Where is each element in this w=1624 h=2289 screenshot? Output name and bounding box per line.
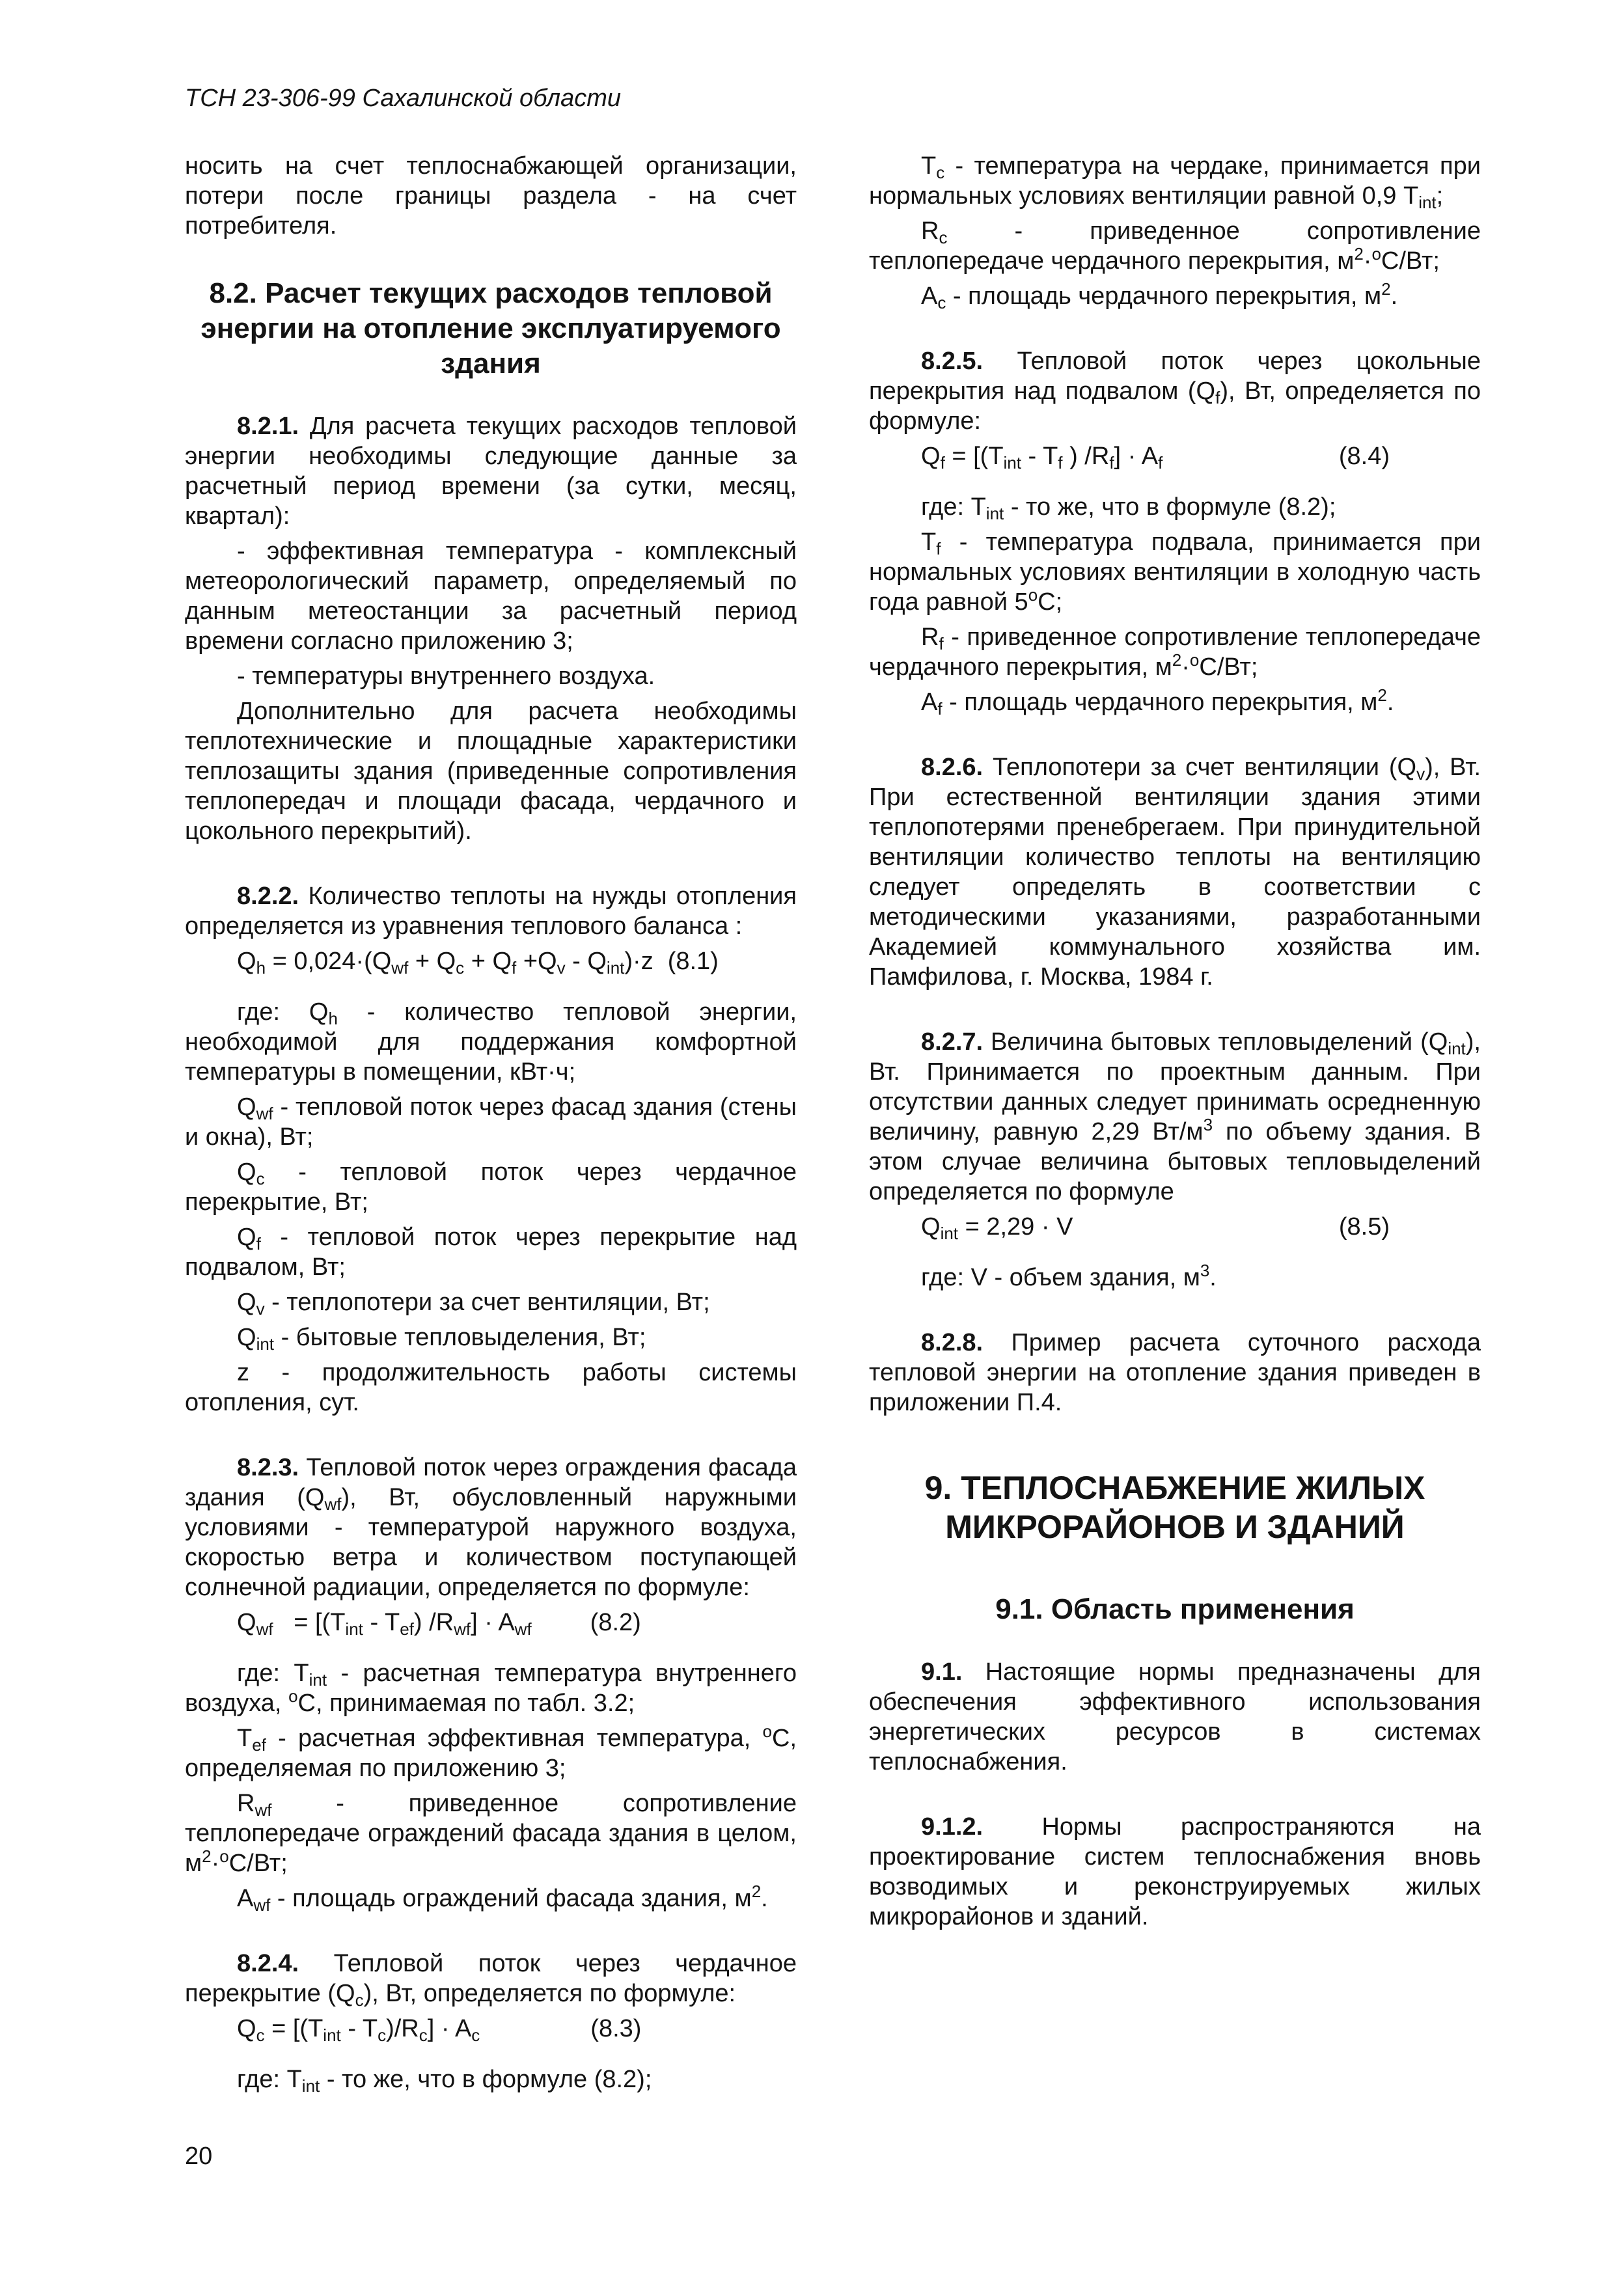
paragraph-8-2-1: 8.2.1. Для расчета текущих расходов тепловой энергии необходимы следующие данные за расчетный период времени (за сутки, месяц, квартал): xyxy=(185,413,797,530)
paragraph-8-2-7: 8.2.7. Величина бытовых тепловыделений $(Q_{int})$, Вт. Принимается по проектным данным. При отсутствии данных следует принимать осредненную величину, равную 2,29 $Вт/м^3$ по объему здания. В этом случае величина бытовых тепловыделений определяется по формуле xyxy=(869,1028,1481,1205)
formula-number: (8.1) xyxy=(667,948,719,975)
left-column xyxy=(185,151,797,2100)
definition-qc: $Q_c$ - тепловой поток через чердачное перекрытие, Вт; xyxy=(185,1158,797,1216)
paragraph-8-2-3: 8.2.3. Тепловой поток через ограждения фасада здания $(Q_{wf})$, Вт, обусловленный наружными условиями - температурой наружного воздуха, скоростью ветра и количеством поступающей солнечной радиации, определяется по формуле: xyxy=(185,1454,797,1601)
running-title: ТСН 23-306-99 Сахалинской области xyxy=(185,85,622,112)
paragraph-8-2-2: 8.2.2. Количество теплоты на нужды отопления определяется из уравнения теплового баланса : xyxy=(185,883,797,940)
formula-8-5: $Q_{int} = 2,29 \cdot V$ (8.5) xyxy=(869,1212,1481,1242)
definition-tf: $T_f$ - температура подвала, принимается при нормальных условиях вентиляции в холодную часть года равной 5$^o$C; xyxy=(869,528,1481,616)
definition-qwf: $Q_{wf}$ - тепловой поток через фасад здания (стены и окна), Вт; xyxy=(185,1093,797,1151)
formula-8-1: $Q_h = 0,024\cdot(Q_{wf} + Q_c + Q_f +Q_v - Q_{int})\cdot z$ (8.1) xyxy=(237,948,719,978)
paragraph: носить на счет теплоснабжающей организации, потери после границы раздела - на счет потребителя. xyxy=(185,152,797,240)
formula-8-2: $Q_{wf} = [(T_{int} - T_{ef}) /R_{wf}] \cdot A_{wf}$ (8.2) xyxy=(237,1609,641,1639)
chapter-heading-9: 9. ТЕПЛОСНАБЖЕНИЕ ЖИЛЫХ МИКРОРАЙОНОВ И ЗДАНИЙ xyxy=(924,1470,1425,1545)
paragraph-9-1: 9.1. Настоящие нормы предназначены для обеспечения эффективного использования энергетических ресурсов в системах теплоснабжения. xyxy=(869,1658,1481,1775)
paragraph-9-1-2: 9.1.2. Нормы распространяются на проектирование систем теплоснабжения вновь возводимых и реконструируемых жилых микрорайонов и зданий. xyxy=(869,1813,1481,1930)
definition-rwf: $R_{wf}$ - приведенное сопротивление теплопередаче ограждений фасада здания в целом, $м^2\cdot^oC/Вт$; xyxy=(185,1790,797,1877)
definition-tint-2: где: $T_{int}$ - то же, что в формуле (8.2); xyxy=(237,2066,652,2096)
definition-awf: $A_{wf}$ - площадь ограждений фасада здания, $м^2$. xyxy=(237,1882,768,1915)
formula-8-4: $Q_f = [(T_{int} - T_f$ ) $/R_f] \cdot A_f$ (8.4) xyxy=(869,441,1481,471)
definition-tc: $T_c$ - температура на чердаке, принимается при нормальных условиях вентиляции равной 0,9 $T_{int}$; xyxy=(869,152,1481,212)
page-number: 20 xyxy=(185,2143,213,2170)
formula-number: (8.2) xyxy=(590,1609,641,1636)
definition-rc: $R_c$ - приведенное сопротивление теплопередаче чердачного перекрытия, $м^2\cdot^oC/Вт$; xyxy=(869,217,1481,275)
formula-number: (8.4) xyxy=(1338,443,1390,470)
paragraph-8-2-4: 8.2.4. Тепловой поток через чердачное перекрытие $(Q_c)$, Вт, определяется по формуле: xyxy=(185,1950,797,2010)
definition-af: $A_f$ - площадь чердачного перекрытия, $м^2$. xyxy=(921,685,1394,719)
formula-number: (8.3) xyxy=(590,2015,642,2042)
paragraph-8-2-5: 8.2.5. Тепловой поток через цокольные перекрытия над подвалом $(Q_f)$, Вт, определяется по формуле: xyxy=(869,348,1481,435)
list-item: - эффективная температура - комплексный метеорологический параметр, определяемый по данным метеостанции за расчетный период времени согласно приложению 3; xyxy=(185,538,797,655)
paragraph-8-2-6: 8.2.6. Теплопотери за счет вентиляции $(Q_v)$, Вт. При естественной вентиляции здания этими теплопотерями пренебрегаем. При принудительной вентиляции количество теплоты на вентиляцию следует определять в соответствии с методическими указаниями, разработанными Академией коммунального хозяйства им. Памфилова, г. Москва, 1984 г. xyxy=(869,754,1481,991)
definition-tint: где: $T_{int}$ - расчетная температура внутреннего воздуха, $^o$C, принимаемая по табл. 3.2; xyxy=(185,1660,797,1717)
definition-tef: $T_{ef}$ - расчетная эффективная температура, $^o$C, определяемая по приложению 3; xyxy=(185,1721,797,1782)
formula-number: (8.5) xyxy=(1338,1213,1390,1240)
section-heading-9-1: 9.1. Область применения xyxy=(995,1593,1355,1625)
definition-qint: $Q_{int}$ - бытовые тепловыделения, Вт; xyxy=(237,1324,646,1354)
definition-v: где: V - объем здания, $м^3$. xyxy=(921,1261,1217,1291)
paragraph: Дополнительно для расчета необходимы теплотехнические и площадные характеристики теплозащиты здания (приведенные сопротивления теплопередач и площади фасада, чердачного и цокольного перекрытий). xyxy=(185,698,797,845)
definition-qh: где: $Q_h$ - количество тепловой энергии, необходимой для поддержания комфортной температуры в помещении, кВт·ч; xyxy=(185,998,797,1086)
definition-z: z - продолжительность работы системы отопления, сут. xyxy=(185,1359,797,1416)
definition-qf: $Q_f$ - тепловой поток через перекрытие над подвалом, Вт; xyxy=(185,1224,797,1281)
section-heading-8-2: 8.2. Расчет текущих расходов тепловой энергии на отопление эксплуатируемого здания xyxy=(200,277,781,379)
right-column xyxy=(869,151,1481,1937)
list-item: - температуры внутреннего воздуха. xyxy=(237,663,655,690)
formula-8-3: $Q_c = [(T_{int} - T_c)/R_c] \cdot A_c$ (8.3) xyxy=(237,2015,642,2045)
definition-qv: $Q_v$ - теплопотери за счет вентиляции, Вт; xyxy=(237,1289,710,1319)
definition-ac: $A_c$ - площадь чердачного перекрытия, $м^2$. xyxy=(921,279,1398,312)
definition-rf: $R_f$ - приведенное сопротивление теплопередаче чердачного перекрытия, $м^2\cdot^oC/Вт$; xyxy=(869,624,1481,681)
definition-tint-3: где: $T_{int}$ - то же, что в формуле (8.2); xyxy=(921,493,1336,523)
paragraph-8-2-8: 8.2.8. Пример расчета суточного расхода тепловой энергии на отопление здания приведен в приложении П.4. xyxy=(869,1329,1481,1416)
